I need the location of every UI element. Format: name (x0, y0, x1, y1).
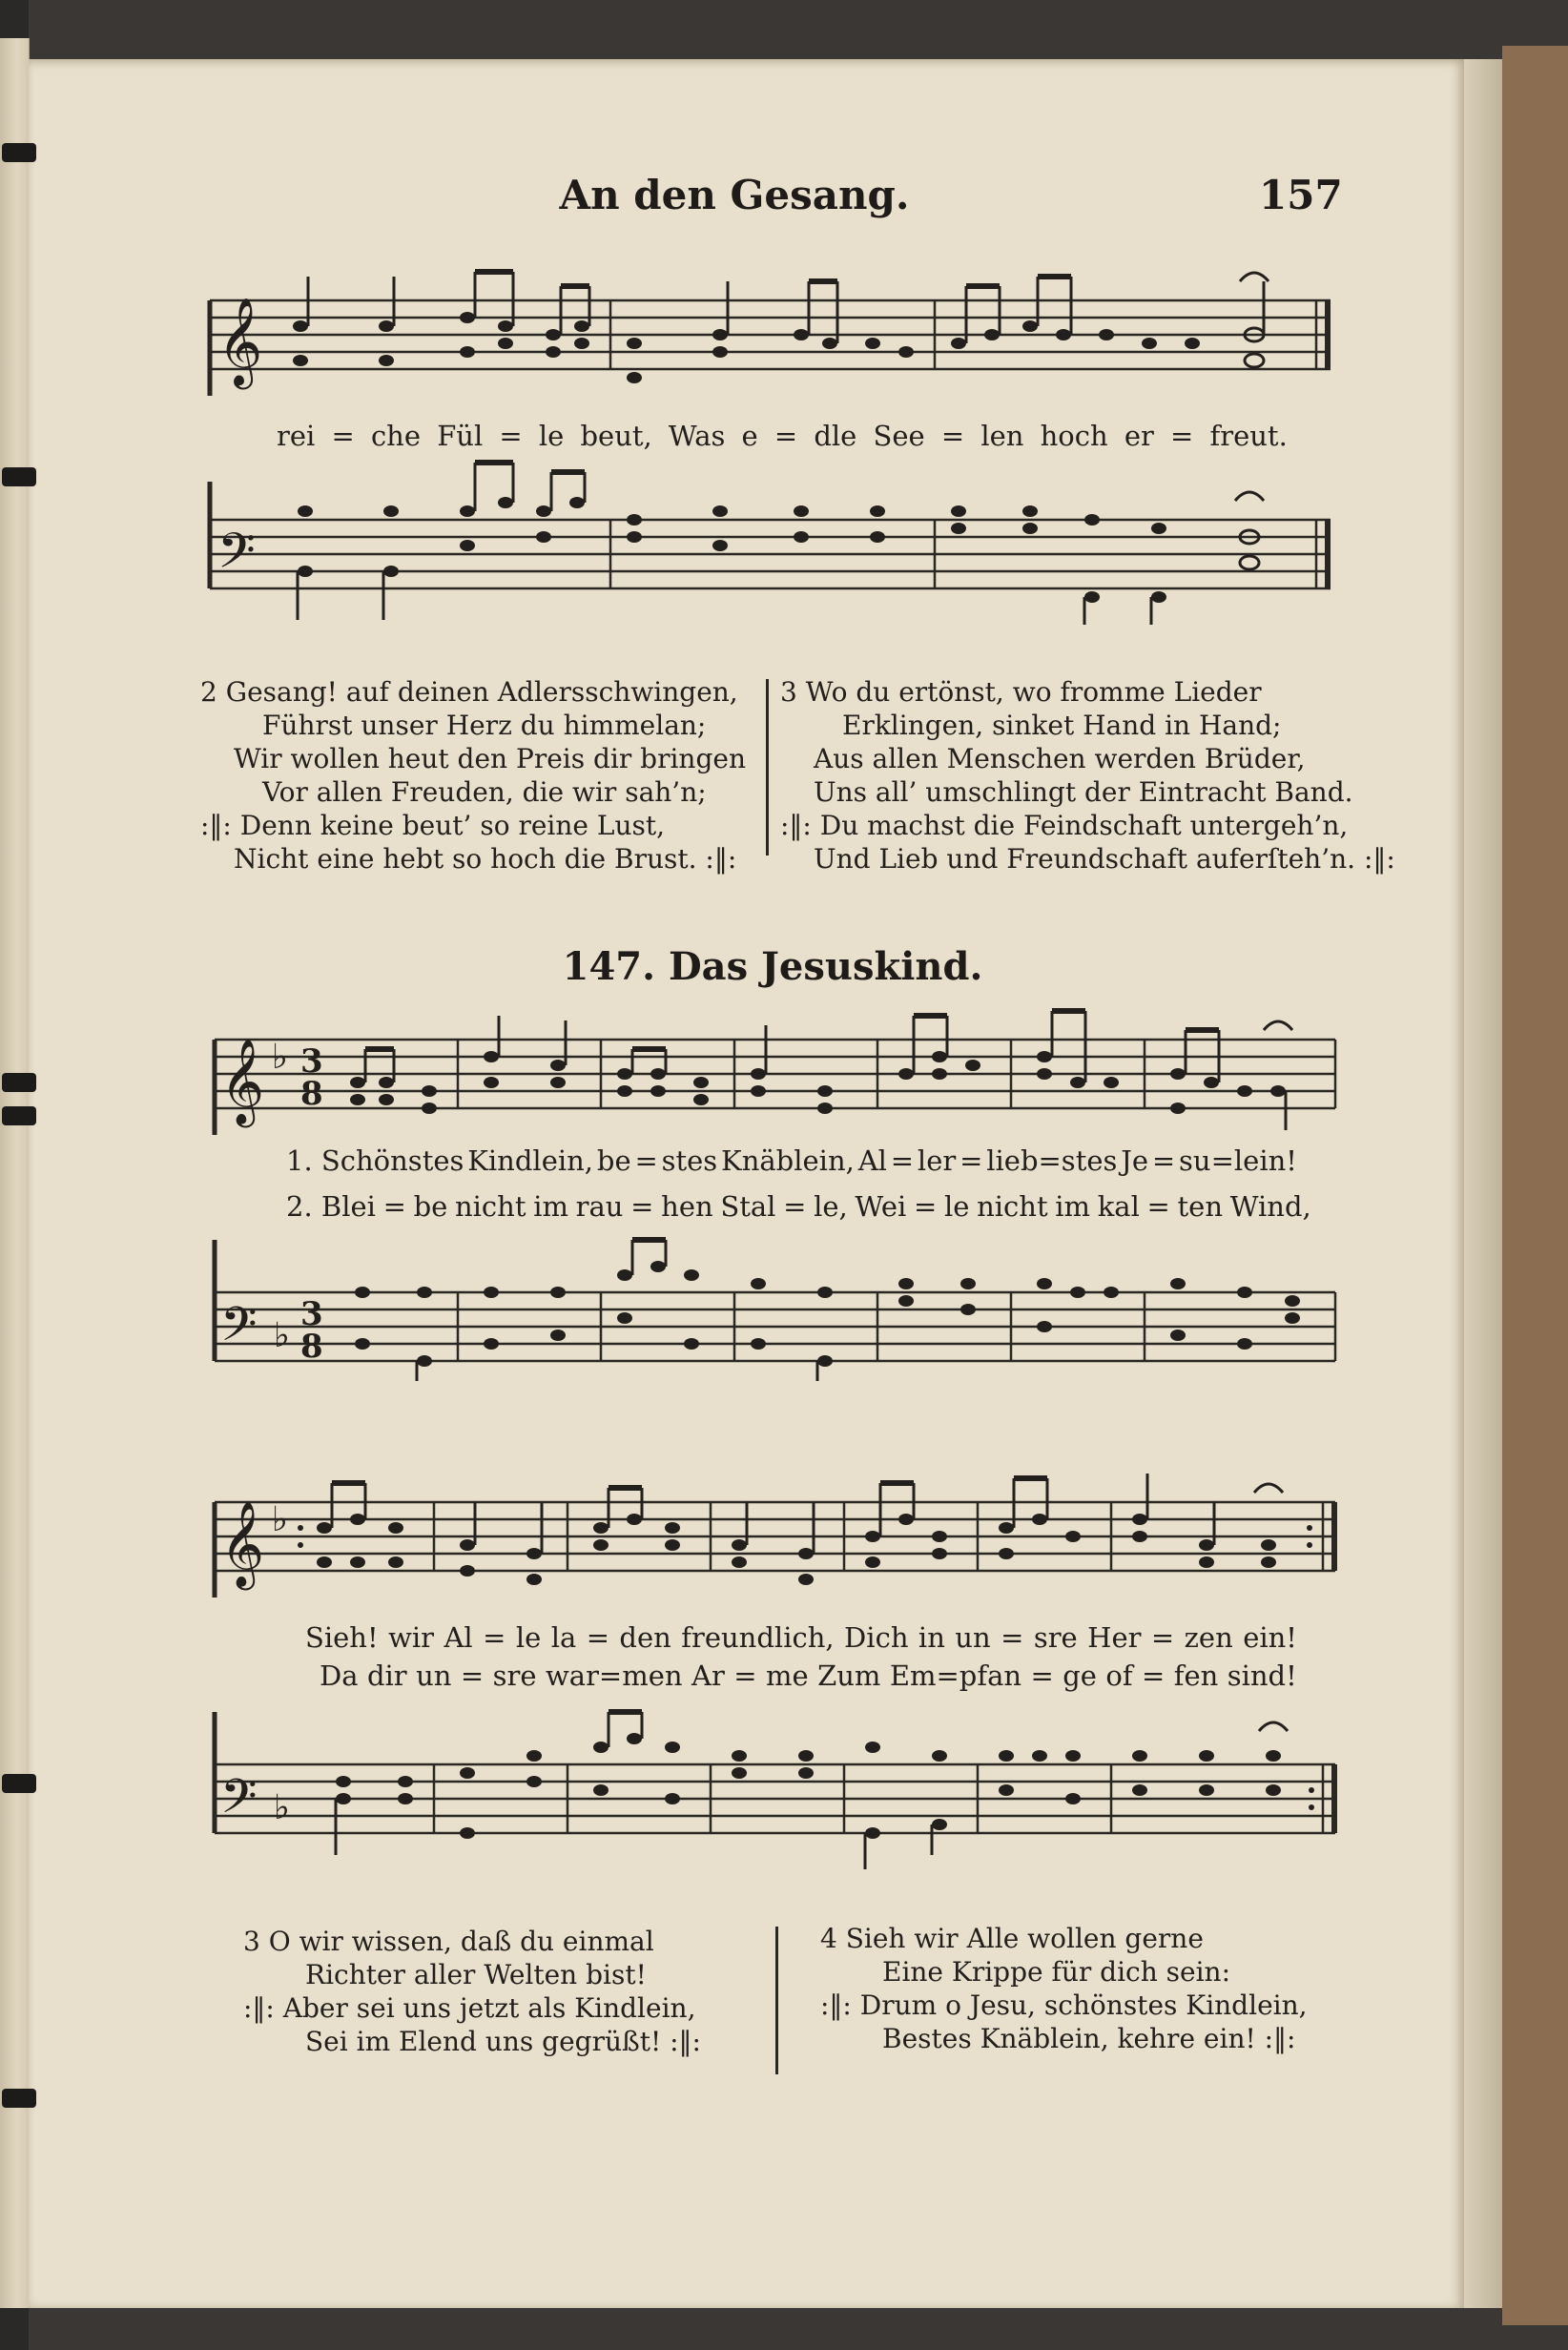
lyric-syllable: = (586, 1621, 609, 1654)
hymn-number-title: 147. Das Jesuskind. (562, 944, 983, 989)
verse-2-block (200, 675, 773, 876)
book-cover-edge (1502, 46, 1568, 2325)
lyric-syllable: Was (668, 420, 726, 452)
lyric-syllable: den (619, 1621, 671, 1654)
treble-clef-icon: 𝄞 (220, 1501, 265, 1587)
lyric-syllable: = (774, 420, 798, 452)
verse-line: :‖: Drum o Jesu, schönstes Kindlein, (820, 1989, 1308, 2021)
binding-stitch (2, 467, 36, 486)
system2-lyric-line1 (305, 1621, 1297, 1654)
lyric-syllable: Da (320, 1659, 359, 1692)
lyric-syllable: stes (661, 1144, 718, 1177)
verse-divider (775, 1927, 778, 2074)
lyric-syllable: = (733, 1659, 757, 1692)
lyric-syllable: Ar (691, 1659, 725, 1692)
top-lyric-line (277, 420, 1288, 452)
lyric-syllable: un (416, 1659, 452, 1692)
lyric-syllable: Kindlein, (467, 1144, 594, 1177)
binding-stitch (2, 2089, 36, 2108)
system2-bass-staff (205, 1712, 1345, 1874)
flat-icon: ♭ (274, 1788, 290, 1827)
system1-lyric-line1 (286, 1144, 1297, 1177)
lyric-syllable: Al (444, 1621, 473, 1654)
lyric-syllable: = (630, 1190, 654, 1223)
lyric-syllable: er (1124, 420, 1154, 452)
system2-lyric-line2 (320, 1659, 1297, 1692)
lyric-syllable: Dich (844, 1621, 909, 1654)
system1-bass-staff (205, 1240, 1345, 1383)
lyric-syllable: Fül (437, 420, 484, 452)
page-header-title: An den Gesang. (559, 172, 910, 218)
page-stack-edge (1464, 59, 1502, 2308)
lyric-syllable: Je (1121, 1144, 1149, 1177)
lyric-syllable: = (1001, 1621, 1024, 1654)
time-signature-top: 3 (300, 1042, 323, 1081)
lyric-syllable: che (370, 420, 422, 452)
verse-line: Uns all’ umschlingt der Eintracht Band. (814, 776, 1353, 808)
page-number: 157 (1259, 172, 1343, 218)
lyric-syllable: = (959, 1144, 983, 1177)
lyric-syllable: rei (277, 420, 316, 452)
verse-line: Und Lieb und Freundschaft auferſteh’n. :‖: (814, 843, 1395, 875)
lyric-syllable: be (596, 1144, 631, 1177)
lyric-syllable: fen (1173, 1659, 1219, 1692)
bass-clef-icon: 𝄢 (217, 522, 256, 591)
top-bass-staff (200, 482, 1345, 634)
lyric-syllable: 1. Schönstes (286, 1144, 464, 1177)
verse-line: Erklingen, sinket Hand in Hand; (842, 710, 1282, 741)
verse-divider (766, 679, 769, 855)
lyric-syllable: hoch (1040, 420, 1108, 452)
lyric-syllable: un (955, 1621, 991, 1654)
binding-stitch (2, 1774, 36, 1793)
lyric-syllable: beut, (580, 420, 652, 452)
lyric-syllable: le (538, 420, 565, 452)
lyric-syllable: me (765, 1659, 809, 1692)
verse-line: 3 O wir wissen, daß du einmal (243, 1926, 654, 1957)
fermata-icon (1259, 1722, 1288, 1731)
lyric-syllable: Stal (720, 1190, 776, 1223)
lyric-syllable: freundlich, (681, 1621, 835, 1654)
flat-icon: ♭ (272, 1500, 288, 1539)
system2-treble-staff (205, 1474, 1345, 1598)
lyric-syllable: ge (1063, 1659, 1097, 1692)
lyric-syllable: Em=pfan (889, 1659, 1022, 1692)
verse-line: Eine Krippe für dich sein: (882, 1956, 1231, 1988)
verse-line: Vor allen Freuden, die wir sah’n; (262, 776, 707, 808)
verse-line: Richter aller Welten bist! (305, 1959, 647, 1990)
lyric-syllable: in (918, 1621, 945, 1654)
lyric-syllable: le (515, 1621, 542, 1654)
lyric-syllable: 2. Blei (286, 1190, 376, 1223)
verse-line: Bestes Knäblein, kehre ein! :‖: (882, 2023, 1296, 2054)
verse-line: 4 Sieh wir Alle wollen gerne (820, 1923, 1204, 1954)
lyric-syllable: Sieh! (305, 1621, 379, 1654)
lyric-syllable: dir (366, 1659, 407, 1692)
system1-lyric-line2 (286, 1190, 1311, 1223)
binding-stitch (2, 143, 36, 162)
time-signature-bottom: 8 (300, 1075, 323, 1113)
lyric-syllable: nicht (454, 1190, 526, 1223)
lyric-syllable: ler (917, 1144, 957, 1177)
lyric-syllable: Wei (855, 1190, 907, 1223)
lyric-syllable: len (980, 420, 1024, 452)
lyric-syllable: kal (1097, 1190, 1140, 1223)
verse-line: :‖: Aber sei uns jetzt als Kindlein, (243, 1992, 696, 2024)
lyric-syllable: nicht (977, 1190, 1048, 1223)
binding-stitch (2, 1106, 36, 1125)
lyric-syllable: freut. (1209, 420, 1288, 452)
lyric-syllable: = (1150, 1621, 1175, 1654)
flat-icon: ♭ (272, 1038, 288, 1077)
lyric-syllable: = (1146, 1190, 1170, 1223)
verse-3-block (780, 675, 1395, 876)
verse-line: Nicht eine hebt so hoch die Brust. :‖: (234, 843, 737, 875)
lyric-syllable: = (1151, 1144, 1176, 1177)
lyric-syllable: Knäblein, (721, 1144, 855, 1177)
lyric-syllable: sre (1033, 1621, 1078, 1654)
verse-line: 3 Wo du ertönst, wo fromme Lieder (780, 676, 1262, 708)
lyric-syllable: sre (492, 1659, 537, 1692)
lyric-syllable: = (890, 1144, 915, 1177)
lyric-syllable: = (499, 420, 523, 452)
lyric-syllable: Her (1087, 1621, 1142, 1654)
verse-line: Aus allen Menschen werden Brüder, (814, 743, 1306, 774)
lyric-syllable: wir (388, 1621, 435, 1654)
verse-line: :‖: Denn keine beut’ so reine Lust, (200, 810, 666, 841)
lyric-syllable: = (913, 1190, 938, 1223)
lyric-syllable: rau (575, 1190, 624, 1223)
lyric-syllable: = (783, 1190, 807, 1223)
hymn147-verse-4 (820, 1922, 1354, 2055)
verse-line: Führst unser Herz du himmelan; (262, 710, 707, 741)
lyric-syllable: hen (661, 1190, 713, 1223)
lyric-syllable: Zum (817, 1659, 881, 1692)
lyric-syllable: = (331, 420, 355, 452)
lyric-syllable: war=men (545, 1659, 683, 1692)
lyric-syllable: = (460, 1659, 485, 1692)
verse-line: Sei im Elend uns gegrüßt! :‖: (305, 2026, 701, 2057)
lyric-syllable: See (873, 420, 925, 452)
binding-stitch (2, 1073, 36, 1092)
lyric-syllable: im (1055, 1190, 1091, 1223)
lyric-syllable: = (483, 1621, 506, 1654)
lyric-syllable: su=lein! (1179, 1144, 1297, 1177)
lyric-syllable: zen (1184, 1621, 1233, 1654)
fermata-icon (1254, 1484, 1283, 1493)
lyric-syllable: = (382, 1190, 406, 1223)
lyric-syllable: ein! (1243, 1621, 1297, 1654)
lyric-syllable: le, (814, 1190, 848, 1223)
hymn147-verse-3 (243, 1925, 777, 2058)
time-signature-top: 3 (300, 1295, 323, 1333)
bass-clef-icon: 𝄢 (220, 1297, 258, 1364)
lyric-syllable: e (741, 420, 758, 452)
lyric-syllable: of (1105, 1659, 1133, 1692)
verse-line: Wir wollen heut den Preis dir bringen (234, 743, 746, 774)
lyric-syllable: = (1141, 1659, 1166, 1692)
lyric-syllable: = (940, 420, 965, 452)
flat-icon: ♭ (274, 1316, 290, 1355)
lyric-syllable: = (634, 1144, 658, 1177)
fermata-icon (1235, 492, 1264, 501)
lyric-syllable: im (533, 1190, 568, 1223)
bass-clef-icon: 𝄢 (220, 1769, 258, 1836)
lyric-syllable: Wind, (1229, 1190, 1311, 1223)
top-treble-staff (200, 272, 1345, 405)
verse-line: :‖: Du machst die Feindschaft untergeh’n, (780, 810, 1349, 841)
lyric-syllable: sind! (1227, 1659, 1297, 1692)
system1-treble-staff (205, 1011, 1345, 1135)
fermata-icon (1264, 1021, 1292, 1030)
binding-edge (0, 38, 30, 2308)
lyric-syllable: Al (857, 1144, 887, 1177)
lyric-syllable: be (413, 1190, 448, 1223)
lyric-syllable: = (1030, 1659, 1054, 1692)
lyric-syllable: la (550, 1621, 577, 1654)
lyric-syllable: ten (1177, 1190, 1224, 1223)
lyric-syllable: dle (814, 420, 857, 452)
time-signature-bottom: 8 (300, 1328, 323, 1366)
treble-clef-icon: 𝄞 (220, 1039, 265, 1124)
lyric-syllable: lieb=stes (986, 1144, 1118, 1177)
verse-line: 2 Gesang! auf deinen Adlersschwingen, (200, 676, 738, 708)
lyric-syllable: le (943, 1190, 970, 1223)
lyric-syllable: = (1170, 420, 1194, 452)
fermata-icon (1240, 273, 1269, 281)
treble-clef-icon: 𝄞 (217, 297, 263, 385)
